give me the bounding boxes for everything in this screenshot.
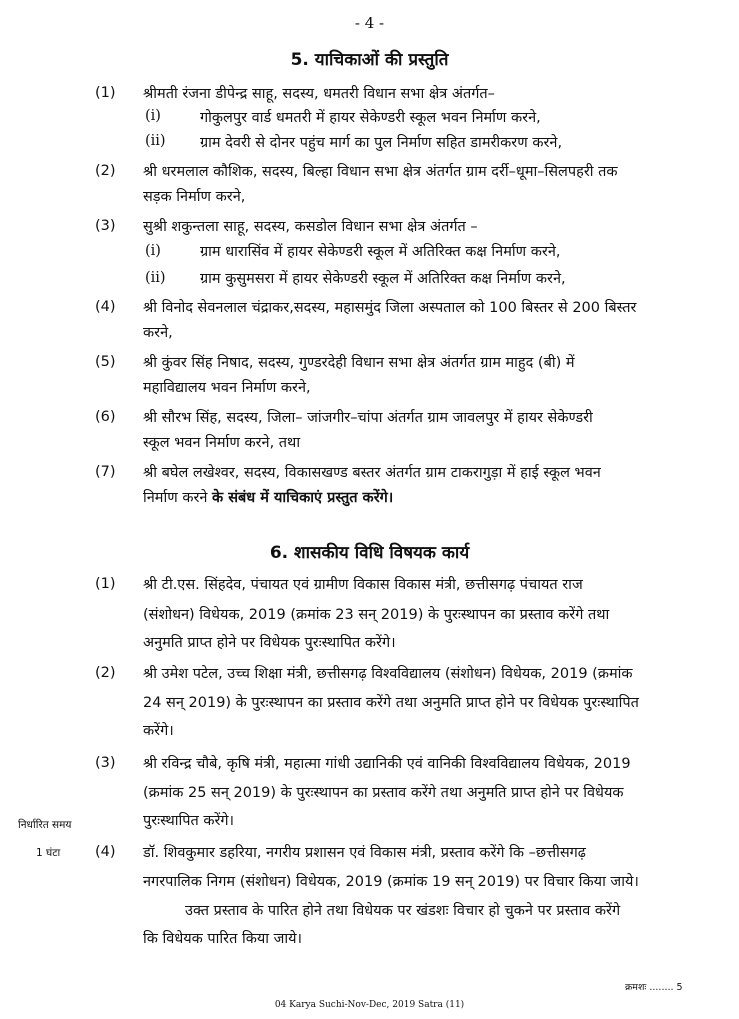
item-number: (5)	[95, 354, 116, 370]
item-text: (संशोधन) विधेयक, 2019 (क्रमांक 23 सन् 2019) के पुरःस्थापन का प्रस्ताव करेंगे तथा	[143, 607, 610, 623]
item-text: उक्त प्रस्ताव के पारित होने तथा विधेयक पर खंडशः विचार हो चुकने पर प्रस्ताव करेंगे	[185, 903, 621, 919]
sub-item-number: (i)	[145, 243, 161, 259]
item-number: (4)	[95, 299, 116, 315]
item-number: (3)	[95, 218, 116, 234]
item-number: (6)	[95, 409, 116, 425]
item-text: पुरःस्थापित करेंगे।	[143, 813, 235, 829]
item-text: महाविद्यालय भवन निर्माण करने,	[143, 380, 311, 396]
continuation-note: क्रमशः ........ 5	[625, 982, 683, 993]
item-text: करने,	[143, 325, 173, 341]
item-number: (3)	[95, 755, 116, 771]
item-text: श्रीमती रंजना डीपेन्द्र साहू, सदस्य, धमतरी विधान सभा क्षेत्र अंतर्गत–	[143, 86, 495, 102]
allotted-time-value: 1 घंटा	[36, 847, 61, 859]
section-5-heading: 5. याचिकाओं की प्रस्तुति	[290, 50, 449, 70]
item-number: (1)	[95, 85, 116, 101]
item-text: श्री उमेश पटेल, उच्च शिक्षा मंत्री, छत्तीसगढ़ विश्वविद्यालय (संशोधन) विधेयक, 2019 (क्रमांक	[143, 666, 633, 682]
sub-item-number: (i)	[145, 108, 161, 124]
item-number: (2)	[95, 665, 116, 681]
item-text: श्री कुंवर सिंह निषाद, सदस्य, गुण्डरदेही विधान सभा क्षेत्र अंतर्गत ग्राम माहुद (बी) में	[143, 355, 575, 371]
item-text: श्री रविन्द्र चौबे, कृषि मंत्री, महात्मा गांधी उद्यानिकी एवं वानिकी विश्वविद्यालय विधेयक, 2019	[143, 756, 631, 772]
item-text: सड़क निर्माण करने,	[143, 189, 246, 205]
sub-item-text: ग्राम धारासिंव में हायर सेकेण्डरी स्कूल में अतिरिक्त कक्ष निर्माण करने,	[200, 244, 561, 260]
item-text-plain: निर्माण करने	[143, 490, 213, 506]
item-text: श्री धरमलाल कौशिक, सदस्य, बिल्हा विधान सभा क्षेत्र अंतर्गत ग्राम दर्री–धूमा–सिलपहरी तक	[143, 164, 618, 180]
footer: 04 Karya Suchi-Nov-Dec, 2019 Satra (11)	[274, 1000, 465, 1010]
item-text: 24 सन् 2019) के पुरःस्थापन का प्रस्ताव करेंगे तथा अनुमति प्राप्त होने पर विधेयक पुरःस्थापित	[143, 695, 639, 711]
item-text: स्कूल भवन निर्माण करने, तथा	[143, 435, 301, 451]
item-text: डॉ. शिवकुमार डहरिया, नगरीय प्रशासन एवं विकास मंत्री, प्रस्ताव करेंगे कि –छत्तीसगढ़	[143, 845, 586, 861]
item-number: (4)	[95, 844, 116, 860]
page-number: - 4 -	[354, 14, 385, 32]
item-text-final	[143, 487, 393, 507]
item-text: श्री बघेल लखेश्वर, सदस्य, विकासखण्ड बस्तर अंतर्गत ग्राम टाकरागुड़ा में हाई स्कूल भवन	[143, 465, 601, 481]
sub-item-number: (ii)	[145, 270, 166, 286]
sub-item-number: (ii)	[145, 133, 166, 149]
item-text: अनुमति प्राप्त होने पर विधेयक पुरःस्थापित करेंगे।	[143, 635, 396, 651]
section-6-heading: 6. शासकीय विधि विषयक कार्य	[269, 543, 470, 563]
item-number: (2)	[95, 163, 116, 179]
item-text: (क्रमांक 25 सन् 2019) के पुरःस्थापन का प्रस्ताव करेंगे तथा अनुमति प्राप्त होने पर विधेयक	[143, 785, 624, 801]
item-text: श्री विनोद सेवनलाल चंद्राकर,सदस्य, महासमुंद जिला अस्पताल को 100 बिस्तर से 200 बिस्तर	[143, 300, 637, 316]
item-text: करेंगे।	[143, 723, 174, 739]
item-text: सुश्री शकुन्तला साहू, सदस्य, कसडोल विधान सभा क्षेत्र अंतर्गत –	[143, 219, 478, 235]
item-number: (7)	[95, 464, 116, 480]
item-text: नगरपालिक निगम (संशोधन) विधेयक, 2019 (क्रमांक 19 सन् 2019) पर विचार किया जाये।	[143, 874, 639, 890]
item-number: (1)	[95, 576, 116, 592]
sub-item-text: ग्राम देवरी से दोनर पहुंच मार्ग का पुल निर्माण सहित डामरीकरण करने,	[200, 135, 563, 151]
item-text: श्री सौरभ सिंह, सदस्य, जिला– जांजगीर–चांपा अंतर्गत ग्राम जावलपुर में हायर सेकेण्डरी	[143, 410, 593, 426]
item-text-bold: के संबंध में याचिकाएं प्रस्तुत करेंगे।	[212, 490, 394, 506]
allotted-time-label: निर्धारित समय	[18, 819, 72, 831]
sub-item-text: गोकुलपुर वार्ड धमतरी में हायर सेकेण्डरी स्कूल भवन निर्माण करने,	[200, 110, 541, 126]
sub-item-text: ग्राम कुसुमसरा में हायर सेकेण्डरी स्कूल में अतिरिक्त कक्ष निर्माण करने,	[200, 271, 566, 287]
item-text: कि विधेयक पारित किया जाये।	[143, 931, 303, 947]
item-text: श्री टी.एस. सिंहदेव, पंचायत एवं ग्रामीण विकास विकास मंत्री, छत्तीसगढ़ पंचायत राज	[143, 577, 583, 593]
